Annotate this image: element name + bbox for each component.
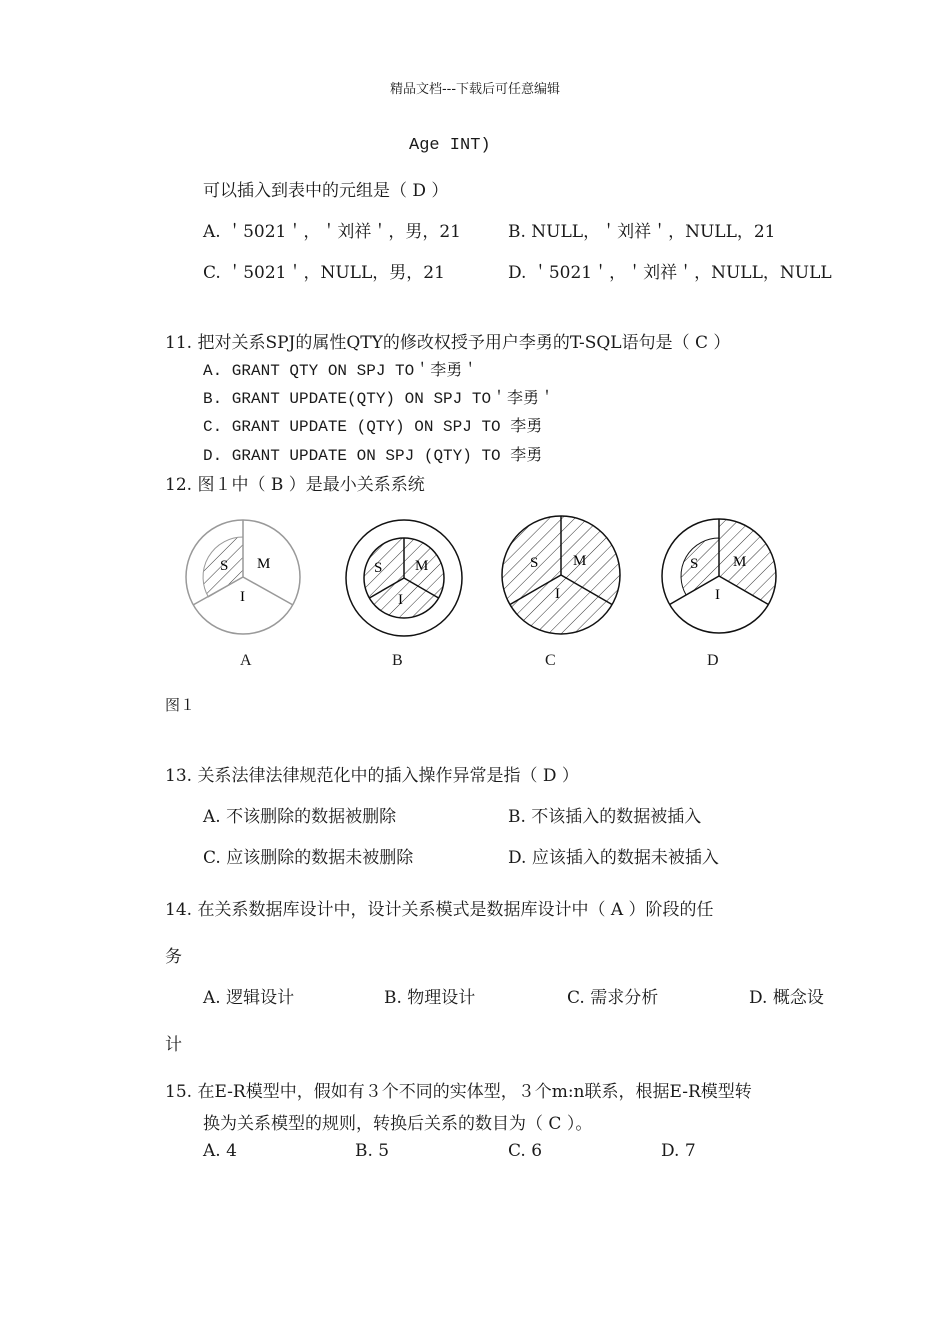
diagram-b-caption: B bbox=[392, 652, 403, 669]
diagram-a bbox=[186, 520, 300, 634]
q11-option-d: D. GRANT UPDATE ON SPJ (QTY) TO 李勇 bbox=[203, 447, 543, 465]
q10-option-b: B. NULL，＇刘祥＇，NULL，21 bbox=[508, 222, 776, 242]
diagram-b-label-i: I bbox=[398, 592, 403, 608]
diagram-c-label-i: I bbox=[555, 586, 560, 602]
diagram-a-label-s: S bbox=[220, 558, 229, 574]
q14-option-d: D. 概念设 bbox=[749, 988, 824, 1008]
q15-option-c: C. 6 bbox=[508, 1141, 543, 1161]
q13-question: 13. 关系法律法律规范化中的插入操作异常是指（ D ） bbox=[165, 766, 579, 786]
diagram-a-label-m: M bbox=[257, 556, 271, 572]
diagram-b-label-m: M bbox=[415, 558, 429, 574]
q14-question-line1: 14. 在关系数据库设计中，设计关系模式是数据库设计中（ A ）阶段的任 bbox=[165, 900, 714, 920]
q14-option-a: A. 逻辑设计 bbox=[203, 988, 295, 1008]
q13-option-b: B. 不该插入的数据被插入 bbox=[508, 807, 702, 827]
diagram-d-label-m: M bbox=[733, 554, 747, 570]
q14-option-c: C. 需求分析 bbox=[567, 988, 659, 1008]
diagram-c-label-m: M bbox=[573, 553, 587, 569]
q11-option-c: C. GRANT UPDATE (QTY) ON SPJ TO 李勇 bbox=[203, 418, 543, 436]
diagram-d-label-s: S bbox=[690, 556, 699, 572]
q13-option-c: C. 应该删除的数据未被删除 bbox=[203, 848, 414, 868]
q15-option-d: D. 7 bbox=[661, 1141, 696, 1161]
q15-question-line2: 换为关系模型的规则，转换后关系的数目为（ C ）。 bbox=[203, 1114, 593, 1134]
diagram-c-label-s: S bbox=[530, 555, 539, 571]
figure-caption: 图１ bbox=[165, 696, 196, 714]
q15-option-b: B. 5 bbox=[355, 1141, 390, 1161]
page-header: 精品文档---下载后可任意编辑 bbox=[389, 82, 561, 97]
figure-1-diagrams bbox=[160, 500, 800, 690]
diagram-d bbox=[662, 519, 776, 633]
diagram-a-caption: A bbox=[240, 652, 252, 669]
diagram-a-label-i: I bbox=[240, 589, 245, 605]
q10-option-a: A. ＇5021＇，＇刘祥＇，男，21 bbox=[203, 222, 461, 242]
q10-code-tail: Age INT) bbox=[409, 136, 491, 155]
q13-option-d: D. 应该插入的数据未被插入 bbox=[508, 848, 719, 868]
diagram-b-label-s: S bbox=[374, 560, 383, 576]
diagram-d-label-i: I bbox=[715, 587, 720, 603]
q11-question: 11. 把对关系SPJ的属性QTY的修改权授予用户李勇的T-SQL语句是（ C ） bbox=[165, 333, 731, 353]
diagram-c-caption: C bbox=[545, 652, 556, 669]
q13-option-a: A. 不该删除的数据被删除 bbox=[203, 807, 397, 827]
q12-question: 12. 图１中（ B ）是最小关系系统 bbox=[165, 475, 425, 495]
q10-question: 可以插入到表中的元组是（ D ） bbox=[203, 181, 449, 201]
q15-option-a: A. 4 bbox=[203, 1141, 237, 1161]
q11-option-b: B. GRANT UPDATE(QTY) ON SPJ TO＇李勇＇ bbox=[203, 390, 556, 408]
diagram-b bbox=[346, 520, 462, 636]
diagram-d-caption: D bbox=[707, 652, 719, 669]
diagram-c bbox=[502, 516, 620, 634]
q14-option-b: B. 物理设计 bbox=[384, 988, 476, 1008]
q11-option-a: A. GRANT QTY ON SPJ TO＇李勇＇ bbox=[203, 362, 479, 380]
q14-option-d-wrap: 计 bbox=[165, 1035, 182, 1055]
q15-question-line1: 15. 在E-R模型中，假如有３个不同的实体型，３个m:n联系，根据E-R模型转 bbox=[165, 1082, 752, 1102]
q14-question-line2: 务 bbox=[165, 947, 182, 967]
q10-option-d: D. ＇5021＇，＇刘祥＇，NULL，NULL bbox=[508, 263, 832, 283]
q10-option-c: C. ＇5021＇，NULL，男，21 bbox=[203, 263, 445, 283]
